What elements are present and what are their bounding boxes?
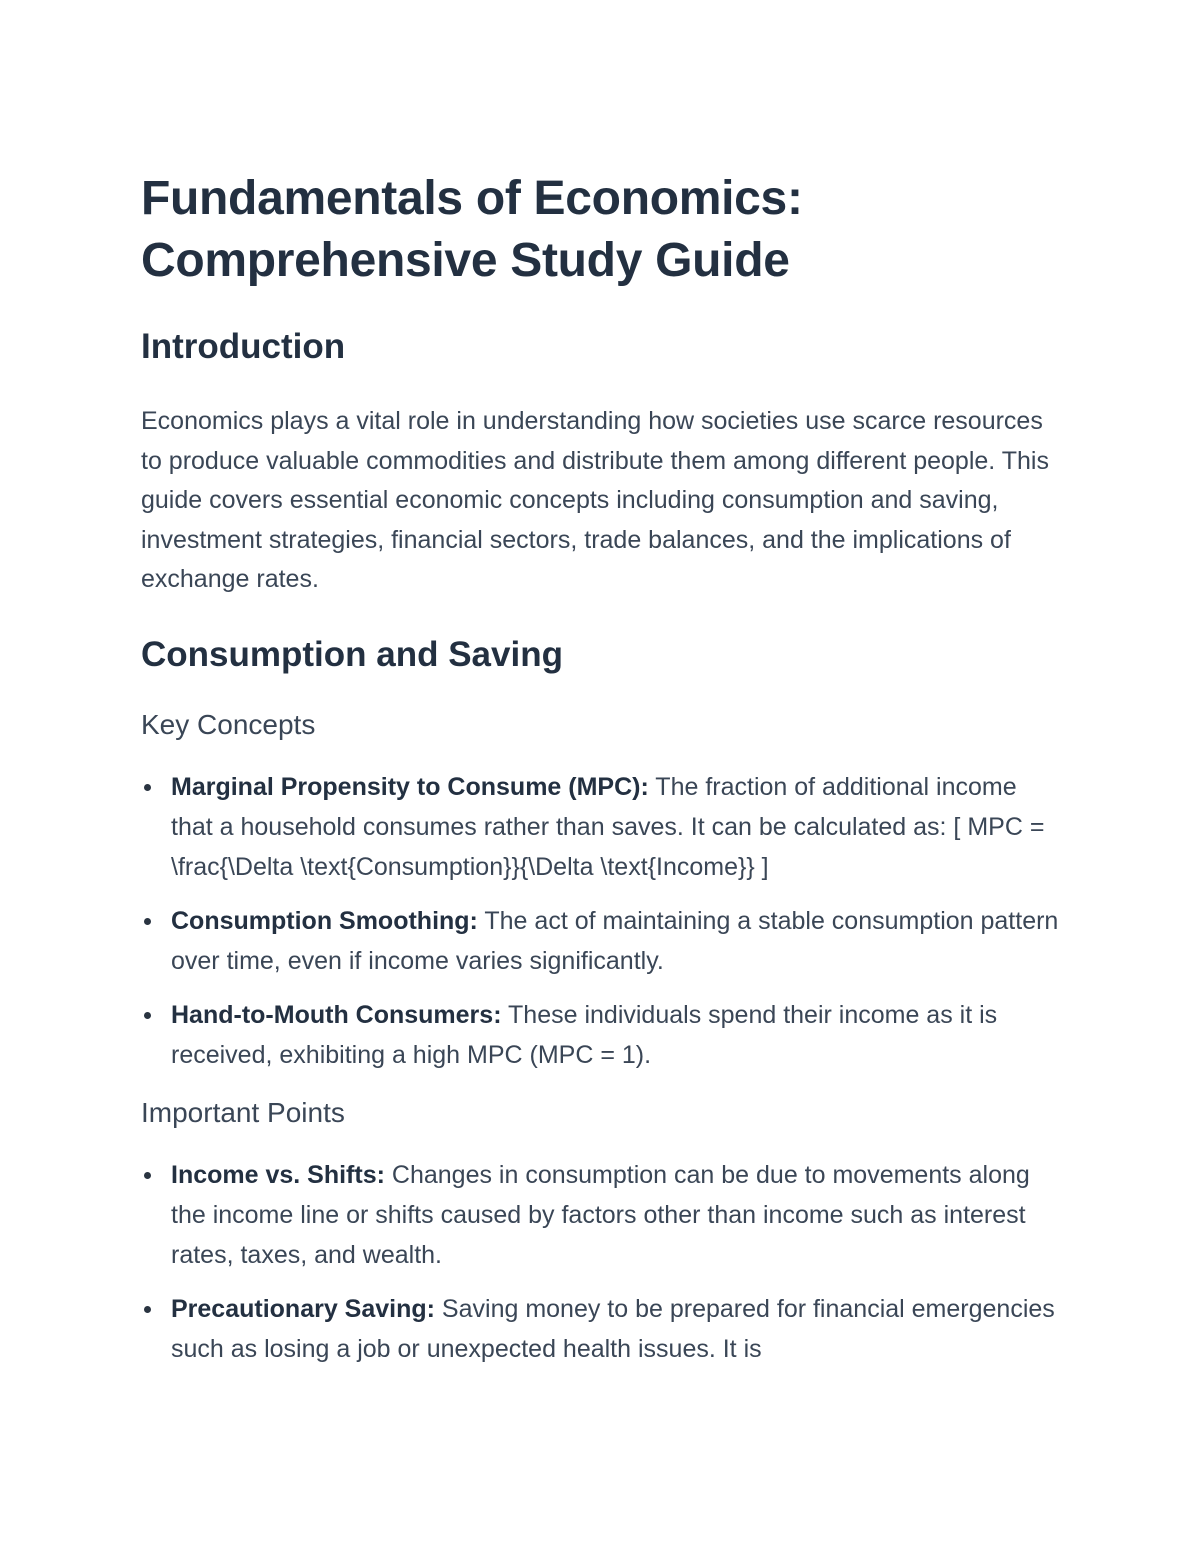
title-line-2: Comprehensive Study Guide [141, 234, 790, 287]
item-term: Hand-to-Mouth Consumers: [171, 1000, 502, 1029]
item-text: Saving money to be prepared for financial emergencies such as losing a job or unexpected health issues. It is [171, 1294, 1055, 1363]
document-page [141, 168, 1061, 1369]
item-text: Changes in consumption can be due to movements along the income line or shifts caused by factors other than income such as interest rates, taxes, and wealth. [171, 1160, 1030, 1269]
bullet-icon [144, 1306, 151, 1313]
item-text: The fraction of additional income that a household consumes rather than saves. It can be calculated as: [ MPC = \frac{\Delta \text{Consumption}}{\Delta \text{Income}} ] [171, 772, 1045, 881]
key-concepts-heading: Key Concepts [141, 708, 316, 740]
bullet-icon [144, 918, 151, 925]
item-text: The act of maintaining a stable consumption pattern over time, even if income varies significantly. [171, 906, 1059, 975]
important-points-list [141, 1155, 1061, 1369]
bullet-icon [144, 1172, 151, 1179]
list-item [141, 1289, 1061, 1369]
key-concepts-list [141, 767, 1061, 1075]
item-text: These individuals spend their income as it is received, exhibiting a high MPC (MPC = 1). [171, 1000, 998, 1069]
bullet-icon [144, 1012, 151, 1019]
item-term: Consumption Smoothing: [171, 906, 478, 935]
title-line-1: Fundamentals of Economics: [141, 172, 803, 225]
list-item [141, 901, 1061, 981]
introduction-heading: Introduction [141, 327, 346, 366]
list-item [141, 1155, 1061, 1275]
item-term: Precautionary Saving: [171, 1294, 435, 1323]
item-term: Marginal Propensity to Consume (MPC): [171, 772, 649, 801]
important-points-heading: Important Points [141, 1096, 345, 1128]
consumption-saving-heading: Consumption and Saving [141, 634, 563, 674]
bullet-icon [144, 784, 151, 791]
item-term: Income vs. Shifts: [171, 1160, 385, 1189]
introduction-paragraph: Economics plays a vital role in understanding how societies use scarce resources to produce valuable commodities and distribute them among different people. This guide covers essential economic concepts including consumption and saving, investment strategies, financial sectors, trade balances, and the implications of exchange rates. [141, 407, 1049, 593]
list-item [141, 767, 1061, 887]
document-title [141, 168, 1061, 292]
list-item [141, 995, 1061, 1075]
